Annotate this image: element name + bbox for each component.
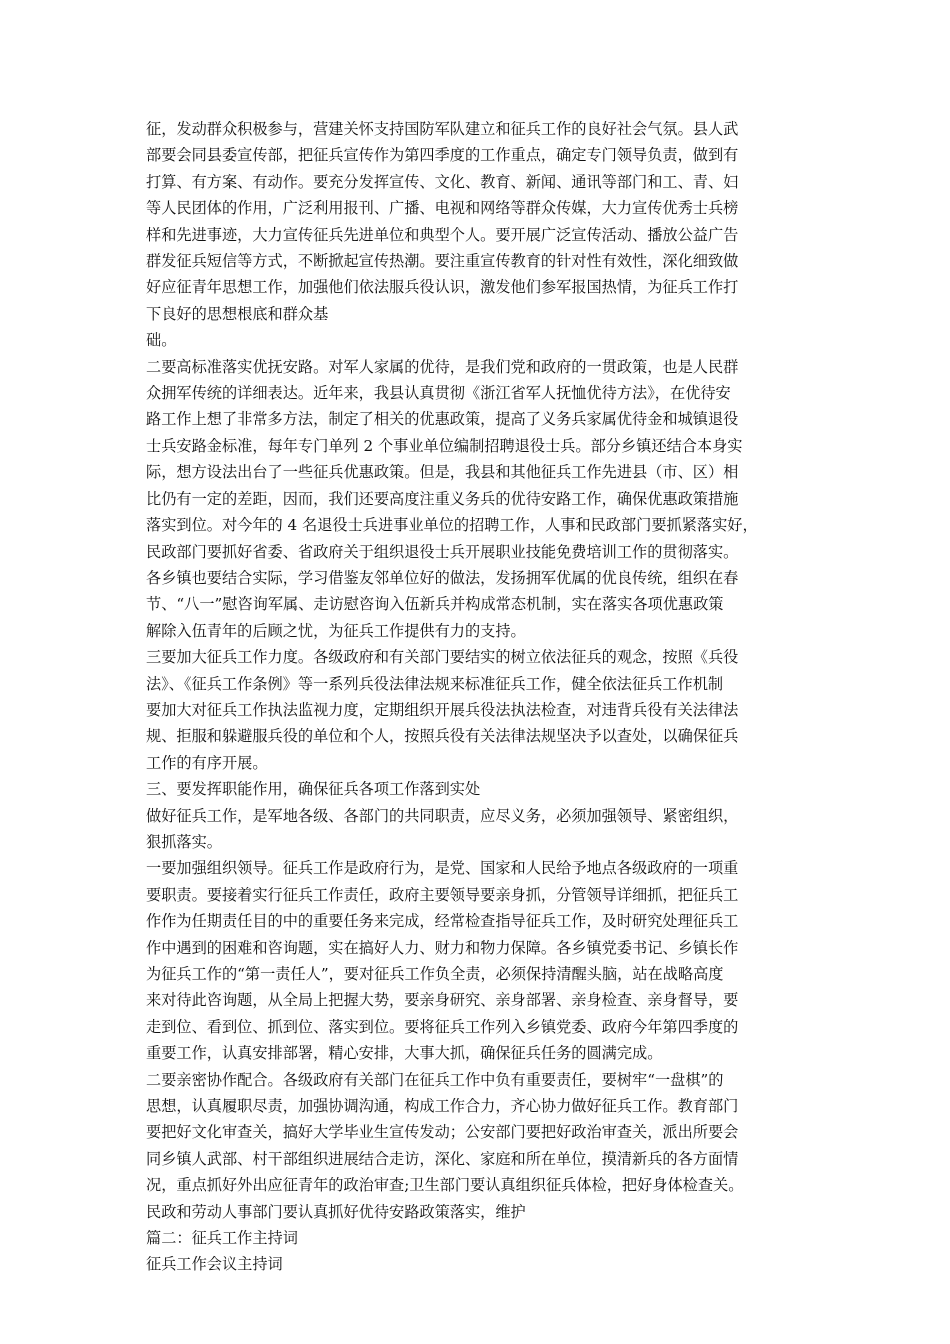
text-line: 思想，认真履职尽责，加强协调沟通，构成工作合力，齐心协力做好征兵工作。教育部门 [146,1097,739,1116]
text-line: 重要工作，认真安排部署，精心安排，大事大抓，确保征兵任务的圆满完成。 [146,1044,663,1063]
text-line: 二要高标准落实优抚安路。对军人家属的优待，是我们党和政府的一贯政策，也是人民群 [146,357,739,376]
text-line: 际，想方设法出台了一些征兵优惠政策。但是，我县和其他征兵工作先进县（市、区）相 [146,463,739,482]
text-line: 落实到位。对今年的 4 名退役士兵进事业单位的招聘工作，人事和民政部门要抓紧落实好， [146,516,758,535]
text-line: 三要加大征兵工作力度。各级政府和有关部门要结实的树立依法征兵的观念，按照《兵役 [146,648,739,667]
chapter-heading: 篇二：征兵工作主持词 [146,1229,298,1248]
text-line: 工作的有序开展。 [146,753,268,772]
document-body [146,116,812,1278]
text-line: 打算、有方案、有动作。要充分发挥宣传、文化、教育、新闻、通讯等部门和工、青、妇 [146,172,739,191]
text-line: 二要亲密协作配合。各级政府有关部门在征兵工作中负有重要责任，要树牢“一盘棋”的 [146,1070,724,1089]
text-line: 要加大对征兵工作执法监视力度，定期组织开展兵役法执法检查，对违背兵役有关法律法 [146,700,739,719]
text-line: 做好征兵工作，是军地各级、各部门的共同职责，应尽义务，必须加强领导、紧密组织， [146,806,739,825]
text-line: 等人民团体的作用，广泛利用报刊、广播、电视和网络等群众传媒，大力宣传优秀士兵榜 [146,199,739,218]
text-line: 走到位、看到位、抓到位、落实到位。要将征兵工作列入乡镇党委、政府今年第四季度的 [146,1017,739,1036]
text-line: 要把好文化审查关，搞好大学毕业生宣传发动；公安部门要把好政治审查关，派出所要会 [146,1123,739,1142]
text-line: 作作为任期责任目的中的重要任务来完成，经常检查指导征兵工作，及时研究处理征兵工 [146,912,739,931]
text-line: 样和先进事迹，大力宣传征兵先进单位和典型个人。要开展广泛宣传活动、播放公益广告 [146,225,739,244]
text-line: 作中遇到的困难和咨询题，实在搞好人力、财力和物力保障。各乡镇党委书记、乡镇长作 [146,938,739,957]
text-line: 况，重点抓好外出应征青年的政治审查;卫生部门要认真组织征兵体检，把好身体检查关。 [146,1176,744,1195]
text-line: 狠抓落实。 [146,832,222,851]
text-line: 部要会同县委宣传部，把征兵宣传作为第四季度的工作重点，确定专门领导负责，做到有 [146,146,739,165]
text-line: 下良好的思想根底和群众基 [146,304,329,323]
text-line: 法》、《征兵工作条例》等一系列兵役法律法规来标准征兵工作，健全依法征兵工作机制 [146,674,724,693]
text-line: 节、“八一”慰咨询军属、走访慰咨询入伍新兵并构成常态机制，实在落实各项优惠政策 [146,595,724,614]
text-line: 为征兵工作的“第一责任人”，要对征兵工作负全责，必须保持清醒头脑，站在战略高度 [146,965,724,983]
text-line: 好应征青年思想工作，加强他们依法服兵役认识，激发他们参军报国热情，为征兵工作打 [146,278,739,297]
text-line: 民政和劳动人事部门要认真抓好优待安路政策落实，维护 [146,1202,526,1221]
text-line: 解除入伍青年的后顾之忧，为征兵工作提供有力的支持。 [146,621,526,640]
text-line: 比仍有一定的差距，因而，我们还要高度注重义务兵的优待安路工作，确保优惠政策措施 [146,489,739,508]
text-line: 规、拒服和躲避服兵役的单位和个人，按照兵役有关法律法规坚决予以查处，以确保征兵 [146,727,739,746]
text-line: 要职责。要接着实行征兵工作责任，政府主要领导要亲身抓，分管领导详细抓，把征兵工 [146,885,739,904]
text-line: 路工作上想了非常多方法，制定了相关的优惠政策，提高了义务兵家属优待金和城镇退役 [146,410,739,429]
text-line: 同乡镇人武部、村干部组织进展结合走访，深化、家庭和所在单位，摸清新兵的各方面情 [146,1149,739,1168]
text-line: 群发征兵短信等方式，不断掀起宣传热潮。要注重宣传教育的针对性有效性，深化细致做 [146,252,739,271]
text-line: 各乡镇也要结合实际，学习借鉴友邻单位好的做法，发扬拥军优属的优良传统，组织在春 [146,568,739,587]
text-line: 士兵安路金标准，每年专门单列 2 个事业单位编制招聘退役士兵。部分乡镇还结合本身实 [146,436,743,455]
text-line: 一要加强组织领导。征兵工作是政府行为，是党、国家和人民给予地点各级政府的一项重 [146,859,739,878]
text-line: 民政部门要抓好省委、省政府关于组织退役士兵开展职业技能免费培训工作的贯彻落实。 [146,542,739,561]
document-title: 征兵工作会议主持词 [146,1255,283,1274]
text-line: 来对待此咨询题，从全局上把握大势，要亲身研究、亲身部署、亲身检查、亲身督导，要 [146,991,739,1010]
text-line: 征，发动群众积极参与，营建关怀支持国防军队建立和征兵工作的良好社会气氛。县人武 [146,120,739,138]
text-line: 础。 [146,331,177,350]
text-line: 众拥军传统的详细表达。近年来，我县认真贯彻《浙江省军人抚恤优待方法》，在优待安 [146,384,731,403]
section-heading: 三、要发挥职能作用，确保征兵各项工作落到实处 [146,780,481,799]
